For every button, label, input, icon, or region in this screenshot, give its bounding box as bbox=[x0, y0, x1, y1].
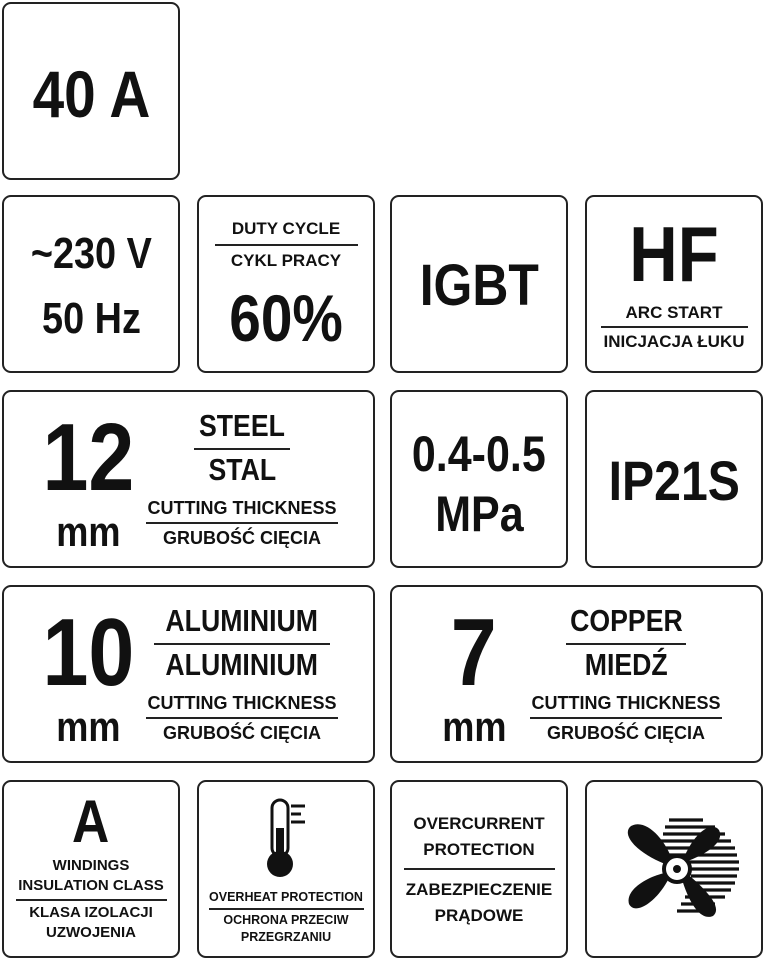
supply-frequency: 50 Hz bbox=[41, 294, 141, 343]
duty-cycle-label-pl: CYKL PRACY bbox=[230, 251, 342, 270]
cutting-aluminium-tile bbox=[2, 585, 375, 763]
overheat-tile bbox=[197, 780, 375, 958]
overheat-label-pl-2: PRZEGRZANIU bbox=[240, 930, 332, 944]
aluminium-thickness-unit: mm bbox=[55, 703, 121, 750]
copper-thickness-value: 7 bbox=[451, 599, 497, 706]
overcurrent-label-pl-1: ZABEZPIECZENIE bbox=[405, 880, 553, 899]
aluminium-divider-2 bbox=[146, 717, 338, 719]
overcurrent-label-en-1: OVERCURRENT bbox=[413, 814, 545, 833]
arc-start-tile bbox=[585, 195, 763, 373]
steel-divider-2 bbox=[146, 522, 338, 524]
insulation-label-pl-2: UZWOJENIA bbox=[46, 924, 136, 941]
insulation-label-en-1: WINDINGS bbox=[52, 857, 130, 874]
steel-cutting-label-pl: GRUBOŚĆ CIĘCIA bbox=[162, 528, 321, 548]
overheat-divider bbox=[209, 908, 364, 910]
steel-cutting-label-en: CUTTING THICKNESS bbox=[147, 498, 337, 518]
insulation-label-en-2: INSULATION CLASS bbox=[18, 877, 164, 894]
arc-start-label-pl: INICJACJA ŁUKU bbox=[603, 332, 745, 351]
ip-rating-tile bbox=[585, 390, 763, 568]
current-tile bbox=[2, 2, 180, 180]
duty-cycle-value: 60% bbox=[229, 281, 343, 355]
arc-start-divider bbox=[601, 326, 748, 328]
steel-thickness-unit: mm bbox=[55, 508, 121, 555]
thermometer-icon bbox=[257, 796, 317, 882]
steel-thickness-value: 12 bbox=[42, 404, 134, 511]
air-pressure-unit: MPa bbox=[434, 486, 524, 542]
aluminium-material-en: ALUMINIUM bbox=[165, 603, 319, 638]
copper-material-pl: MIEDŹ bbox=[584, 647, 668, 682]
insulation-divider bbox=[16, 899, 167, 901]
aluminium-cutting-label-en: CUTTING THICKNESS bbox=[147, 693, 337, 713]
overcurrent-divider bbox=[404, 868, 555, 870]
aluminium-material-pl: ALUMINIUM bbox=[165, 647, 319, 682]
copper-divider-2 bbox=[530, 717, 722, 719]
overheat-label-pl-1: OCHRONA PRZECIW bbox=[223, 913, 349, 927]
aluminium-cutting-label-pl: GRUBOŚĆ CIĘCIA bbox=[162, 723, 321, 743]
fan-icon bbox=[607, 798, 747, 938]
steel-material-pl: STAL bbox=[208, 452, 276, 487]
supply-tile bbox=[2, 195, 180, 373]
arc-start-title: HF bbox=[629, 210, 719, 298]
cooling-tile bbox=[585, 780, 763, 958]
overcurrent-label-pl-2: PRĄDOWE bbox=[434, 906, 524, 925]
insulation-tile bbox=[2, 780, 180, 958]
cutting-steel-tile bbox=[2, 390, 375, 568]
duty-cycle-label-en: DUTY CYCLE bbox=[231, 219, 341, 238]
aluminium-divider-1 bbox=[154, 643, 330, 645]
technology-tile bbox=[390, 195, 568, 373]
insulation-label-pl-1: KLASA IZOLACJI bbox=[29, 904, 153, 921]
copper-cutting-label-pl: GRUBOŚĆ CIĘCIA bbox=[546, 723, 705, 743]
copper-divider-1 bbox=[566, 643, 686, 645]
ip-rating-label: IP21S bbox=[608, 449, 740, 512]
aluminium-thickness-value: 10 bbox=[42, 599, 134, 706]
overheat-label-en: OVERHEAT PROTECTION bbox=[209, 890, 363, 904]
copper-thickness-unit: mm bbox=[441, 703, 507, 750]
air-pressure-tile bbox=[390, 390, 568, 568]
steel-divider-1 bbox=[194, 448, 290, 450]
duty-cycle-tile bbox=[197, 195, 375, 373]
overcurrent-label-en-2: PROTECTION bbox=[423, 840, 535, 859]
cutting-copper-tile bbox=[390, 585, 763, 763]
technology-label: IGBT bbox=[419, 253, 539, 318]
arc-start-label-en: ARC START bbox=[625, 303, 723, 322]
copper-cutting-label-en: CUTTING THICKNESS bbox=[531, 693, 721, 713]
air-pressure-range: 0.4-0.5 bbox=[412, 426, 546, 482]
overcurrent-tile bbox=[390, 780, 568, 958]
duty-cycle-divider bbox=[215, 244, 358, 246]
insulation-class: A bbox=[72, 788, 110, 855]
steel-material-en: STEEL bbox=[199, 408, 285, 443]
supply-voltage: ~230 V bbox=[30, 229, 152, 278]
current-value: 40 A bbox=[32, 57, 150, 131]
copper-material-en: COPPER bbox=[569, 603, 683, 638]
